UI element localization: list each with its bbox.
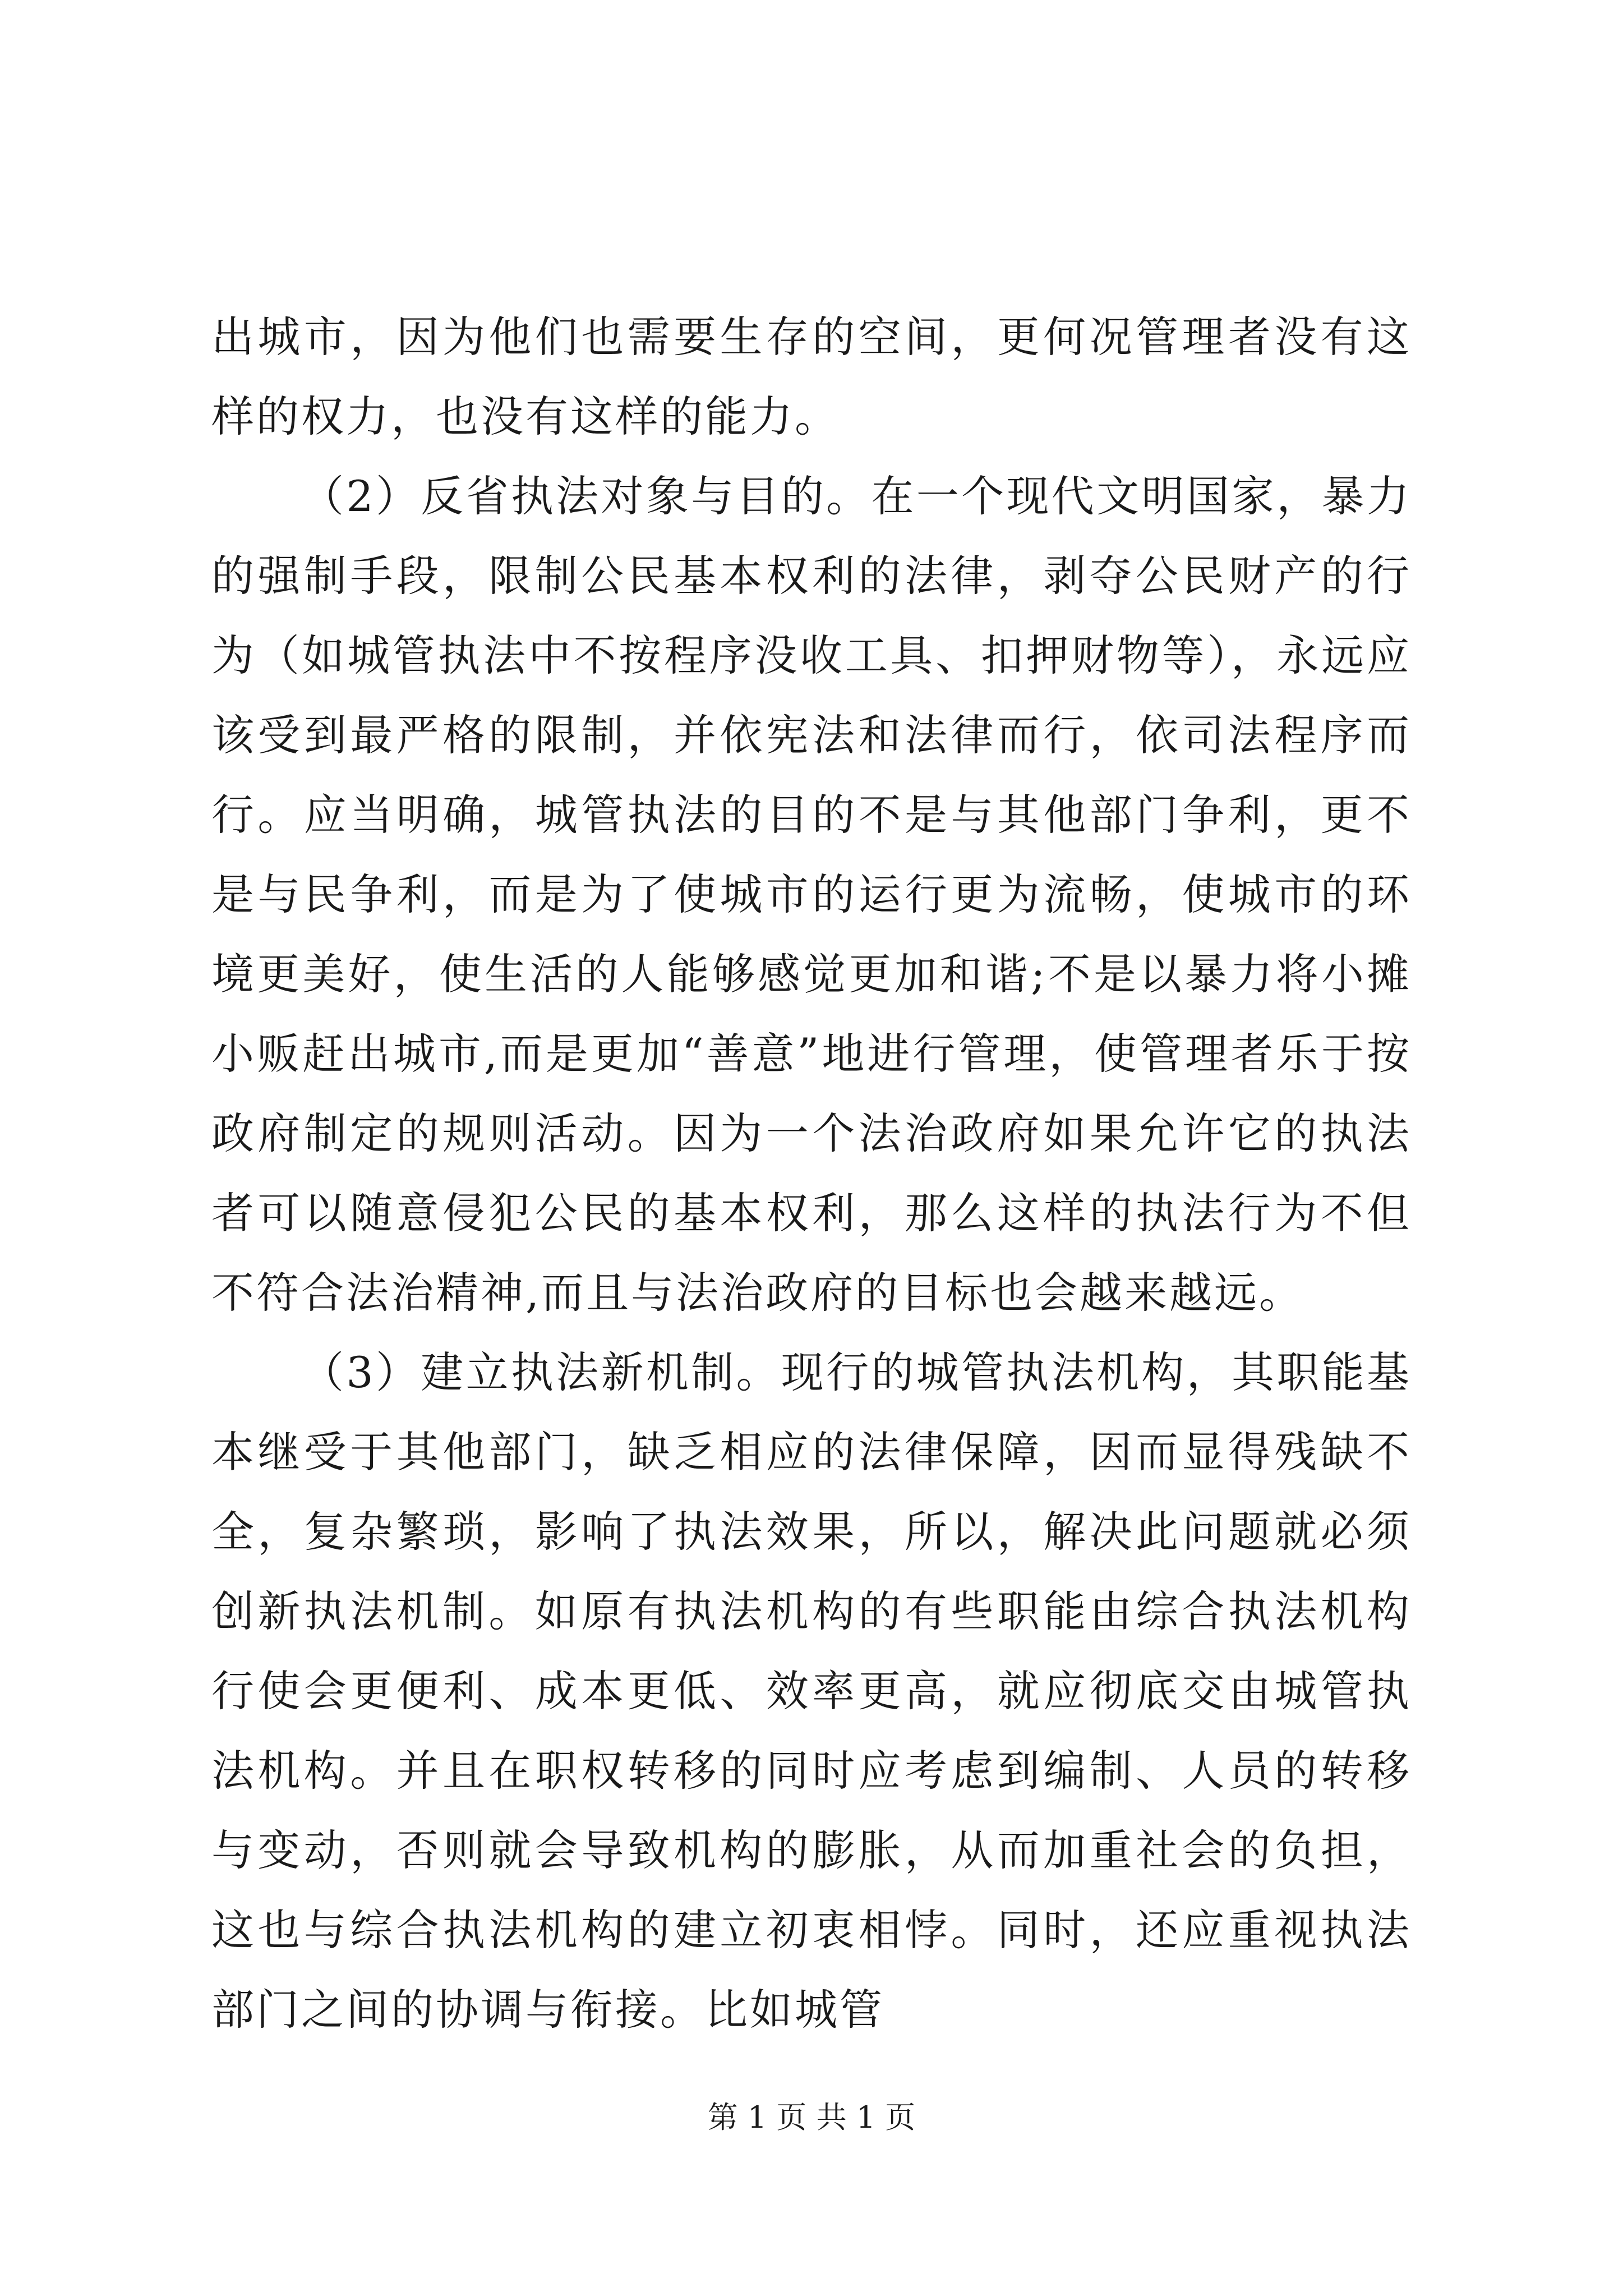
paragraph-3-new-mechanism: （3）建立执法新机制。现行的城管执法机构，其职能基本继受于其他部门，缺乏相应的法律保障，因而显得残缺不全，复杂繁琐，影响了执法效果，所以，解决此问题就必须创新执法机制。如原有执法机构的有些职能由综合执法机构行使会更便利、成本更低、效率更高，就应彻底交由城管执法机构。并且在职权转移的同时应考虑到编制、人员的转移与变动，否则就会导致机构的膨胀，从而加重社会的负担，这也与综合执法机构的建立初衷相悖。同时，还应重视执法部门之间的协调与衔接。比如城管 <box>211 1347 1412 2035</box>
paragraph-continuation: 出城市，因为他们也需要生存的空间，更何况管理者没有这样的权力，也没有这样的能力。 <box>211 312 1412 441</box>
page-footer: 第 1 页 共 1 页 <box>707 2100 916 2135</box>
document-body <box>211 297 1412 2050</box>
paragraph-2-reflect-enforcement: （2）反省执法对象与目的。在一个现代文明国家，暴力的强制手段，限制公民基本权利的法律，剥夺公民财产的行为（如城管执法中不按程序没收工具、扣押财物等），永远应该受到最严格的限制，并依宪法和法律而行，依司法程序而行。应当明确，城管执法的目的不是与其他部门争利，更不是与民争利，而是为了使城市的运行更为流畅，使城市的环境更美好，使生活的人能够感觉更加和谐;不是以暴力将小摊小贩赶出城市,而是更加“善意”地进行管理，使管理者乐于按政府制定的规则活动。因为一个法治政府如果允许它的执法者可以随意侵犯公民的基本权利，那么这样的执法行为不但不符合法治精神,而且与法治政府的目标也会越来越远。 <box>211 471 1412 1318</box>
